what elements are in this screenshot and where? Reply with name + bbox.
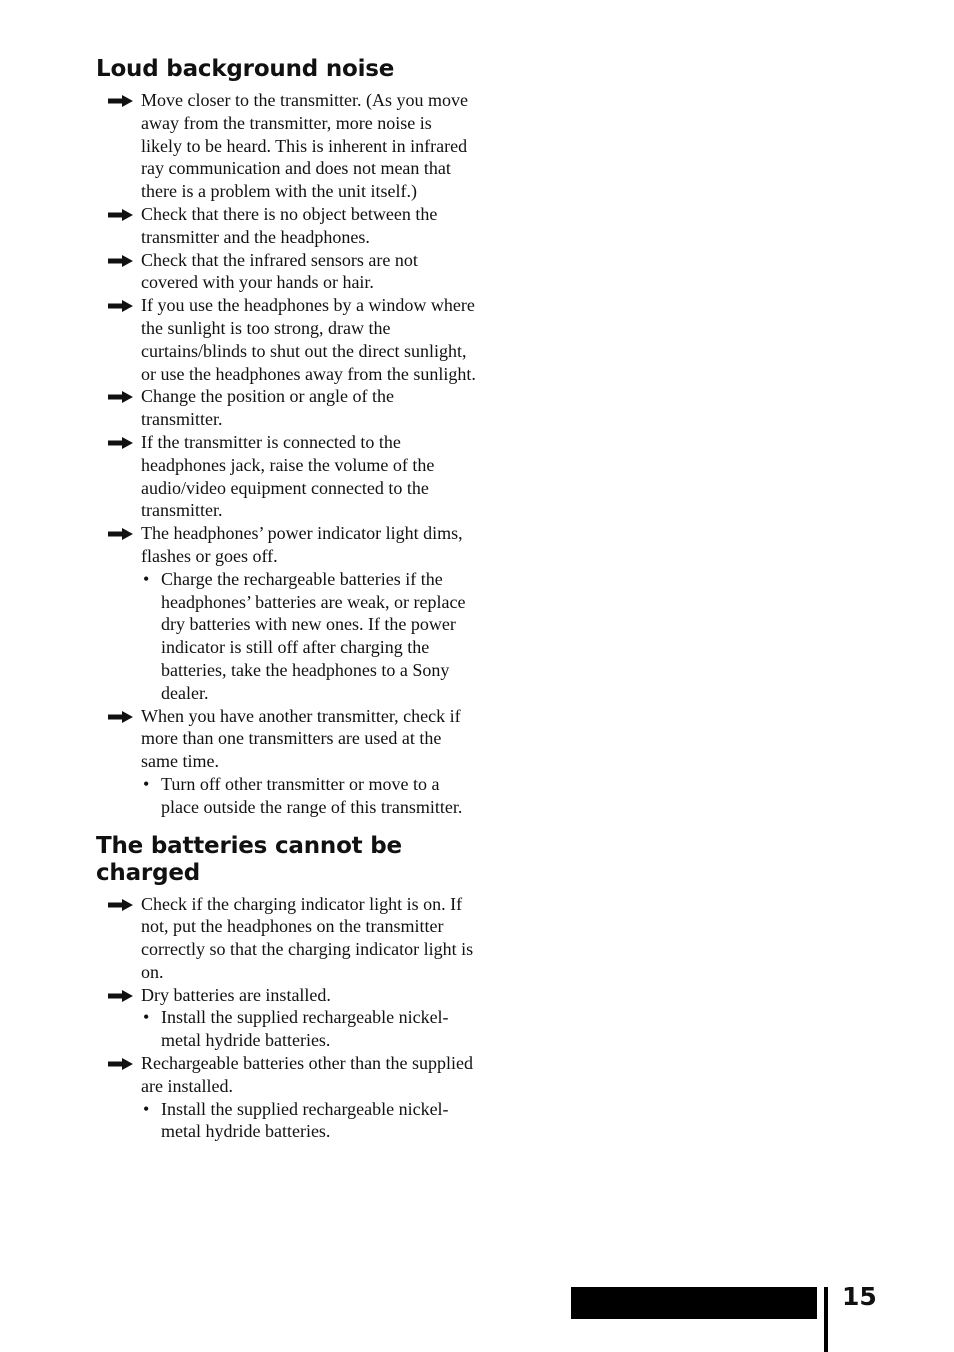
right-arrow-icon	[108, 95, 133, 107]
list-item	[96, 705, 476, 819]
item-text: Rechargeable batteries other than the supplied are installed.	[141, 1053, 474, 1096]
right-arrow-icon	[108, 528, 133, 540]
list-item	[96, 893, 476, 984]
right-arrow-icon	[108, 300, 133, 312]
section-heading: Loud background noise	[96, 56, 395, 82]
sub-item-text: Charge the rechargeable batteries if the headphones’ batteries are weak, or replace dry batteries with new ones. If the power indicator is still off after charging the batteries, take the headphones to a Sony dealer.	[161, 568, 466, 703]
bullet-icon: •	[143, 773, 150, 794]
item-text: Dry batteries are installed.	[141, 984, 331, 1005]
sub-item	[141, 1006, 476, 1052]
sub-item-text: Install the supplied rechargeable nickel-metal hydride batteries.	[161, 1007, 449, 1051]
sub-list	[141, 1098, 476, 1144]
sub-list	[141, 773, 476, 819]
list-item	[96, 203, 476, 249]
right-arrow-icon	[108, 990, 133, 1002]
item-text: If you use the headphones by a window where the sunlight is too strong, draw the curtains/blinds to shut out the direct sunlight, or use the headphones away from the sunlight.	[141, 295, 476, 384]
bullet-icon: •	[143, 1007, 150, 1028]
item-text: Move closer to the transmitter. (As you move away from the transmitter, more noise is likely to be heard. This is inherent in infrared ray communication and does not mean that there is a problem with the unit itself.)	[141, 90, 468, 202]
page-number: 15	[842, 1282, 877, 1311]
right-arrow-icon	[108, 899, 133, 911]
list-item	[96, 1052, 476, 1143]
right-arrow-icon	[108, 391, 133, 403]
right-arrow-icon	[108, 711, 133, 723]
sub-item-text: Turn off other transmitter or move to a place outside the range of this transmitter.	[161, 773, 463, 817]
item-text: Check that there is no object between the transmitter and the headphones.	[141, 203, 438, 247]
list-item	[96, 294, 476, 385]
list-item	[96, 249, 476, 295]
right-arrow-icon	[108, 209, 133, 221]
sub-list	[141, 568, 476, 705]
right-arrow-icon	[108, 255, 133, 267]
footer-rule	[824, 1287, 828, 1352]
sub-list	[141, 1006, 476, 1052]
item-text: Check if the charging indicator light is on. If not, put the headphones on the transmitter correctly so that the charging indicator light is on.	[141, 893, 474, 982]
item-text: If the transmitter is connected to the headphones jack, raise the volume of the audio/video equipment connected to the transmitter.	[141, 431, 435, 521]
sub-item-text: Install the supplied rechargeable nickel-metal hydride batteries.	[161, 1098, 449, 1142]
item-text: When you have another transmitter, check if more than one transmitters are used at the same time.	[141, 705, 461, 772]
solution-list	[96, 89, 476, 819]
section-heading: The batteries cannot be charged	[96, 832, 402, 886]
item-text: Change the position or angle of the transmitter.	[141, 386, 394, 430]
item-text: Check that the infrared sensors are not covered with your hands or hair.	[141, 249, 418, 293]
list-item	[96, 984, 476, 1052]
list-item	[96, 89, 476, 203]
item-text: The headphones’ power indicator light dims, flashes or goes off.	[141, 523, 463, 566]
sub-item	[141, 1098, 476, 1144]
bullet-icon: •	[143, 1098, 150, 1119]
main-column	[96, 56, 476, 1143]
list-item	[96, 385, 476, 431]
right-arrow-icon	[108, 1058, 133, 1070]
right-arrow-icon	[108, 437, 133, 449]
solution-list	[96, 893, 476, 1144]
footer-bar	[571, 1287, 817, 1319]
bullet-icon: •	[143, 568, 150, 589]
sub-item	[141, 773, 476, 819]
list-item	[96, 431, 476, 522]
sub-item	[141, 568, 476, 705]
list-item	[96, 522, 476, 704]
